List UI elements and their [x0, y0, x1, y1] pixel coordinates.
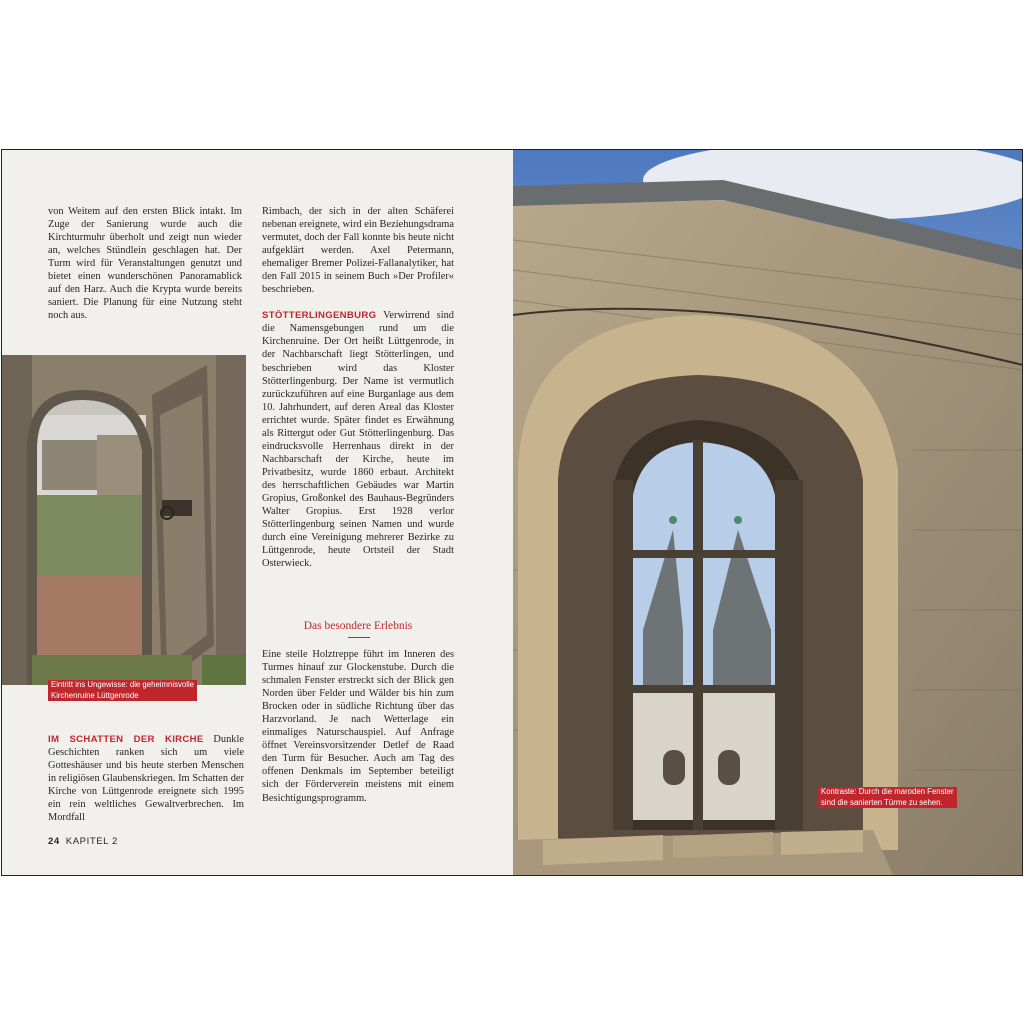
- right-page: [513, 150, 1023, 875]
- section-text: Dunkle Geschichten ranken sich um viele Gotteshäuser und bis heute sterben Menschen in religiösen Glaubenskriegen. Im Schatten der Kirche von Lüttgenrode ereignete sich 1995 ein rein weltliches Gewaltverbrechen. Im Mordfall: [48, 734, 244, 824]
- column-1-top: [48, 205, 242, 322]
- column-2-top: [262, 205, 454, 570]
- caption-line: Kirchenruine Lüttgenrode: [51, 690, 139, 700]
- page-folio: [48, 836, 118, 847]
- body-paragraph: Eine steile Holztreppe führt im Inneren des Turmes hinauf zur Glockenstube. Durch die schmalen Fenster erstreckt sich der Blick gen Norden über Felder und Wälder bis hin zum Brocken oder in südliche Richtung über das Harzvorland. Je nach Wetterlage ein einmaliges Naturschauspiel. Auf Anfrage öffnet Vereinsvorsitzender Detlef de Raad den Turm für Besucher. Auch am Tag des offenen Denkmals im September beteiligt sich der Förderverein meistens mit einem Besichtigungsprogramm.: [262, 649, 454, 804]
- ruin-doorway-photo: [2, 355, 246, 685]
- body-paragraph: von Weitem auf den ersten Blick intakt. Im Zuge der Sanierung wurde auch die Kirchturmuhr überholt und zeigt nun wieder an, welches Stündlein geschlagen hat. Der Turm wird für Veranstaltungen genutzt und bietet einen wunderschönen Panoramablick auf den Harz. Auch die Krypta wurde bereits saniert. Die Planung für eine Nutzung steht noch aus.: [48, 206, 242, 322]
- book-spread: [1, 149, 1023, 876]
- info-box-rule: [348, 637, 370, 638]
- ruin-doorway-image: [2, 355, 246, 685]
- right-photo-caption: [818, 787, 957, 808]
- section-text: Verwirrend sind die Namensgebungen rund um die Kirchenruine. Der Ort heißt Lüttgenrode, in der Nachbarschaft liegt Stötterlingen, und beschrieben wird das Kloster Stötterlingenburg. Der Name ist vermutlich zurückzuführen auf eine Burganlage aus dem 10. Jahrhundert, auf deren Areal das Kloster errichtet wurde. Später findet es Erwähnung als Rittergut oder Gut Stötterlingenburg. Das eindrucksvolle Herrenhaus direkt in der Nachbarschaft der Kirche, heute im Privatbesitz, wurde 1860 erbaut. Architekt des herrschaftlichen Gebäudes war Martin Gropius, Großonkel des Bauhaus-Begründers Walter Gropius. Erst 1928 verlor Stötterlingenburg seinen Namen und wurde durch eine Vereinigung mehrerer Bezirke zu Lüttgenrode, heute Ortsteil der Stadt Osterwieck.: [262, 310, 454, 570]
- caption-line: sind die sanierten Türme zu sehen.: [821, 797, 943, 807]
- section-paragraph: [48, 733, 244, 824]
- column-1-bottom: [48, 733, 244, 824]
- left-page: [2, 150, 513, 875]
- chapter-label: KAPITEL 2: [65, 836, 118, 847]
- caption-line: Kontraste: Durch die maroden Fenster: [821, 787, 954, 796]
- info-box-text: [262, 648, 454, 805]
- church-window-photo: [513, 150, 1023, 875]
- section-heading: IM SCHATTEN DER KIRCHE: [48, 734, 204, 745]
- left-photo-caption: [48, 680, 197, 701]
- body-paragraph: Rimbach, der sich in der alten Schäferei nebenan ereignete, wird ein Beziehungsdrama vermutet, doch der Fall konnte bis heute nicht aufgeklärt werden. Axel Petermann, ehemaliger Bremer Polizei-Fallanalytiker, hat den Fall 2015 in seinem Buch »Der Profiler« beschrieben.: [262, 206, 454, 296]
- info-box-title: Das besondere Erlebnis: [303, 620, 413, 632]
- section-heading: STÖTTERLINGENBURG: [262, 310, 377, 322]
- section-paragraph: [262, 309, 454, 570]
- page-number: 24: [48, 836, 60, 847]
- caption-line: Eintritt ins Ungewisse: die geheimnisvolle: [51, 680, 195, 689]
